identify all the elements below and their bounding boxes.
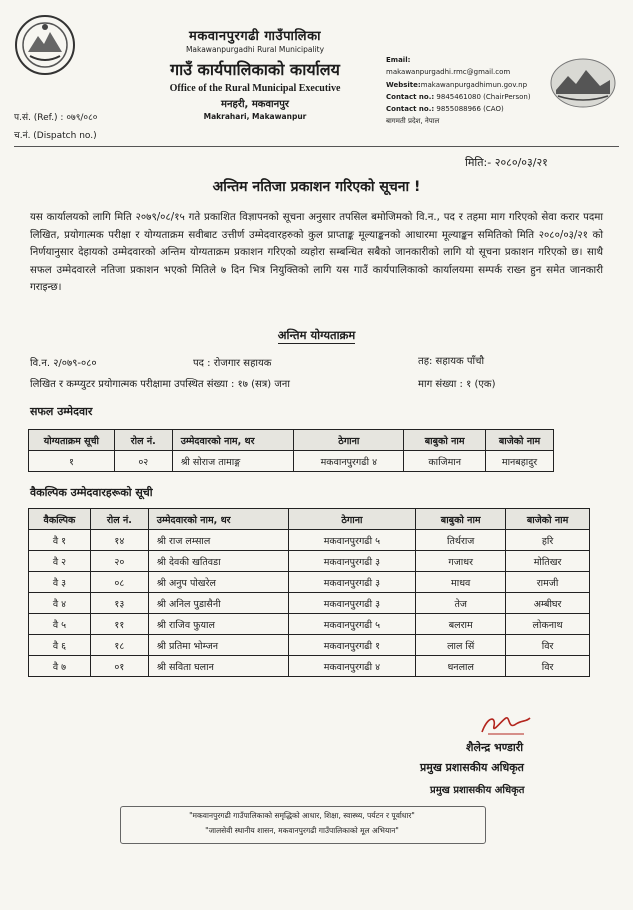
col-name: उम्मेदवारको नाम, थर	[148, 509, 288, 530]
signatory-stamp-title: प्रमुख प्रशासकीय अधिकृत	[430, 785, 525, 796]
col-father: बाबुको नाम	[404, 430, 486, 451]
email-value: makawanpurgadhi.rmc@gmail.com	[386, 68, 511, 77]
contact-cao: 9855088966 (CAO)	[436, 105, 504, 114]
contact-chair: 9845461080 (ChairPerson)	[436, 92, 531, 101]
municipality-logo-icon	[548, 56, 618, 110]
ad-number: वि.न. २/०७९-०८०	[30, 358, 97, 369]
col-address: ठेगाना	[288, 509, 416, 530]
office-name-en: Office of the Rural Municipal Executive	[169, 83, 341, 94]
col-merit: योग्यताक्रम सूची	[29, 430, 115, 451]
alternate-table	[28, 508, 590, 677]
demand-count: माग संख्या : १ (एक)	[418, 379, 496, 390]
table-header-row	[29, 509, 590, 530]
attendance-count: लिखित र कम्प्युटर प्रयोगात्मक परीक्षामा उपस्थित संख्या : १७ (सत्र) जना	[30, 379, 290, 390]
municipality-name-np: मकवानपुरगढी गाउँपालिका	[189, 29, 321, 44]
signatory-title: प्रमुख प्रशासकीय अधिकृत	[420, 761, 524, 774]
table-row: वै ३ ०८ श्री अनुप पोखरेल मकवानपुरगढी ३ माधव रामजी	[29, 572, 590, 593]
header-divider	[14, 146, 619, 147]
col-grandfather: बाजेको नाम	[506, 509, 590, 530]
col-address: ठेगाना	[294, 430, 404, 451]
successful-table	[28, 429, 554, 472]
footer-slogan-2: "जालसेवी स्थानीय शासन, मकवानपुरगढी गाउँपालिकाको मूल अभियान"	[205, 826, 399, 835]
col-name: उम्मेदवारको नाम, थर	[172, 430, 294, 451]
footer-slogan-1: "मकवानपुरगढी गाउँपालिकाको समृद्धिको आधार, शिक्षा, स्वास्थ्य, पर्यटन र पूर्वाधार"	[189, 811, 415, 820]
table-row: वै ६ १८ श्री प्रतिमा भोम्जन मकवानपुरगढी १ लाल सिं विर	[29, 635, 590, 656]
signature-mark	[478, 712, 534, 738]
letterhead	[125, 26, 385, 121]
nepal-emblem-icon	[14, 14, 76, 76]
signatory-name: शैलेन्द्र भण्डारी	[466, 741, 524, 754]
dispatch-number: च.नं. (Dispatch no.)	[14, 131, 97, 141]
alternate-section-title: वैकल्पिक उम्मेदवारहरूको सूची	[30, 486, 153, 499]
post-name: पद : रोजगार सहायक	[193, 358, 272, 369]
email-label: Email:	[386, 56, 411, 64]
table-row: वै ४ १३ श्री अनिल पुडासैनी मकवानपुरगढी ३ तेज अम्बीघर	[29, 593, 590, 614]
successful-section-title: सफल उम्मेदवार	[30, 405, 93, 418]
col-father: बाबुको नाम	[416, 509, 506, 530]
table-header-row	[29, 430, 554, 451]
col-grandfather: बाजेको नाम	[486, 430, 554, 451]
col-roll: रोल नं.	[114, 430, 172, 451]
website-value: makawanpurgadhimun.gov.np	[420, 80, 528, 89]
notice-title: अन्तिम नतिजा प्रकाशन गरिएको सूचना !	[212, 179, 421, 195]
table-row: वै २ २० श्री देवकी खतिवडा मकवानपुरगढी ३ गजाधर मोतिखर	[29, 551, 590, 572]
col-roll: रोल नं.	[90, 509, 148, 530]
location-np: मनहरी, मकवानपुर	[221, 99, 289, 110]
municipality-name-en: Makawanpurgadhi Rural Municipality	[185, 45, 325, 54]
col-alternate: वैकल्पिक	[29, 509, 91, 530]
table-row: वै ५ ११ श्री राजिव फुयाल मकवानपुरगढी ५ बलराम लोकनाथ	[29, 614, 590, 635]
office-name-np: गाउँ कार्यपालिकाको कार्यालय	[170, 60, 340, 79]
post-level: तह: सहायक पाँचौ	[418, 356, 485, 367]
reference-number: प.सं. (Ref.) : ०७९/०८०	[14, 113, 98, 123]
contact-block: Email: makawanpurgadhi.rmc@gmail.com Website:makawanpurgadhimun.gov.np Contact no.: 9845461080 (ChairPerson) Contact no.: 9855088966 (CAO) बागमती प्रदेश, नेपाल	[386, 54, 556, 128]
final-merit-heading: अन्तिम योग्यताक्रम	[277, 328, 356, 342]
notice-date: मिति:- २०८०/०३/२१	[465, 156, 548, 169]
location-en: Makrahari, Makawanpur	[203, 112, 307, 121]
table-row: १ ०२ श्री सोराज तामाङ्ग मकवानपुरगढी ४ काजिमान मानबहादुर	[29, 451, 554, 472]
table-row: वै ७ ०१ श्री सविता घलान मकवानपुरगढी ४ धनलाल विर	[29, 656, 590, 677]
table-row: वै १ १४ श्री राज लम्साल मकवानपुरगढी ५ तिर्थराज हरि	[29, 530, 590, 551]
province: बागमती प्रदेश, नेपाल	[386, 117, 440, 126]
notice-body: यस कार्यालयको लागि मिति २०७९/०८/१५ गते प्रकाशित विज्ञापनको सूचना अनुसार तपसिल बमोजिमको वि.न., पद र तहमा माग गरिएको सेवा करार पदमा लिखित, प्रयोगात्मक परीक्षा र योग्यताक्रम सवीबाट उत्तीर्ण उम्मेदवारहरुको कुल प्राप्ताङ्क मूल्याङ्कनको आधारमा मूल्याङ्कन समितिको मिति २०८०/०३/२१ को निर्णयानुसार देहायको उम्मेदवारको अन्तिम योग्यताक्रम प्रकाशन गरिएको व्यहोरा सम्बन्धित सबैको जानकारीको लागि यो सूचना प्रकाशन गरिएको छ। साथै सफल उम्मेदवारले नतिजा प्रकाशन भएको मितिले ७ दिन भित्र नियुक्तिको लागि यस गाउँ कार्यपालिकाको कार्यालयमा सम्पर्क राख्न हुन समेत जानकारी गराइन्छ।	[30, 212, 603, 293]
